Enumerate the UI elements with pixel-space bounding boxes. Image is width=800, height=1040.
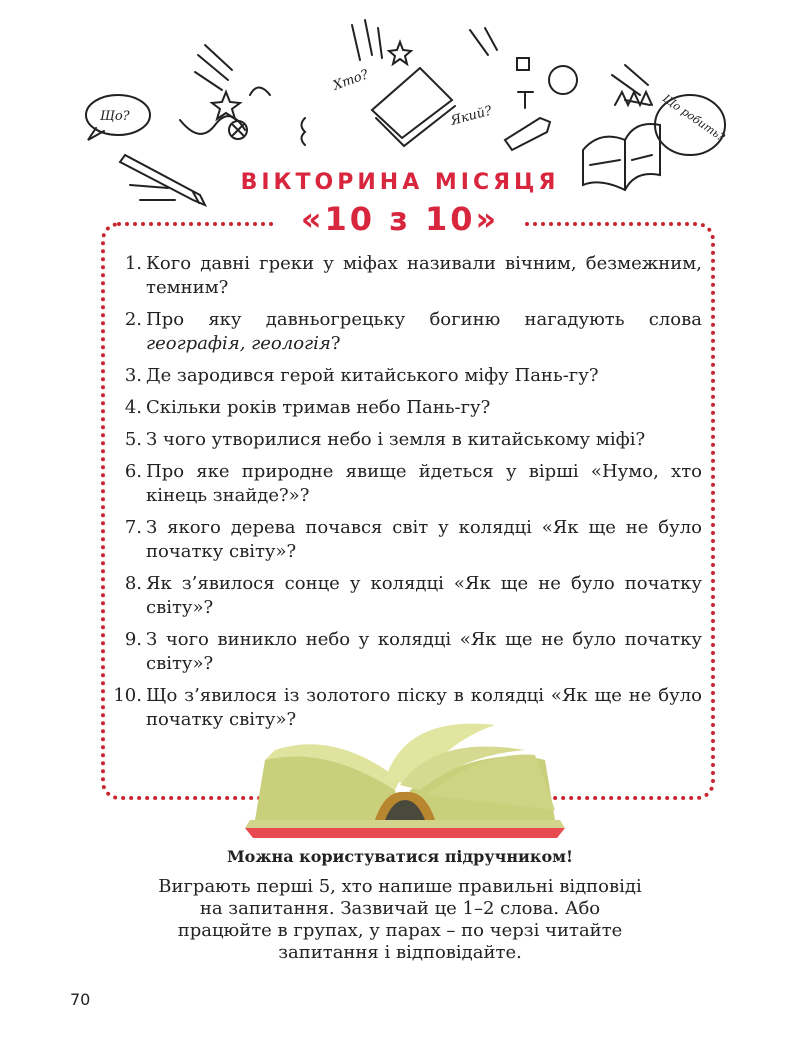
quiz-title: ВІКТОРИНА МІСЯЦЯ bbox=[240, 170, 560, 195]
doodles-illustration bbox=[0, 0, 800, 230]
question-item: 5. З чого утворилися небо і земля в китайському міфі? bbox=[124, 429, 646, 450]
quiz-subtitle: «10 з 10» bbox=[291, 200, 509, 238]
question-item: 6. Про яке природне явище йдеться у вірші «Нумо, хто кінець знайде?»? bbox=[124, 461, 702, 506]
doodle-word: Хто? bbox=[331, 67, 371, 94]
pencil-icon bbox=[505, 118, 550, 150]
doodle-word: Що? bbox=[100, 109, 130, 124]
question-item: 8. Як з’явилося сонце у колядці «Як ще не було початку світу»? bbox=[124, 573, 702, 618]
question-item: 4. Скільки років тримав небо Пань-гу? bbox=[124, 397, 491, 418]
page-number: 70 bbox=[70, 990, 91, 1009]
question-item: 3. Де зародився герой китайського міфу Пань-гу? bbox=[124, 365, 599, 386]
note-title: Можна користуватися підручником! bbox=[226, 847, 574, 866]
note-text: Виграють перші 5, хто напише правильні відповіді на запитання. Зазвичай це 1–2 слова. Або працюйте в групах, у парах – по черзі читайте запитання і відповідайте. bbox=[158, 876, 642, 963]
question-list bbox=[112, 252, 702, 740]
notebook-icon bbox=[372, 68, 455, 146]
question-item: 10. Що з’явилося із золотого піску в колядці «Як ще не було початку світу»? bbox=[113, 685, 702, 730]
doodle-word: Який? bbox=[449, 103, 494, 129]
question-item: 9. З чого виникло небо у колядці «Як ще не було початку світу»? bbox=[124, 629, 702, 674]
open-book-illustration bbox=[235, 720, 575, 840]
question-item: 7. З якого дерева почався світ у колядці «Як ще не було початку світу»? bbox=[124, 517, 702, 562]
question-item: 1. Кого давні греки у міфах називали вічним, безмежним, темним? bbox=[124, 253, 702, 298]
question-item: 2. Про яку давньогрецьку богиню нагадують слова географія, геологія? bbox=[124, 309, 702, 354]
doodle-word: Що робить? bbox=[660, 91, 728, 145]
